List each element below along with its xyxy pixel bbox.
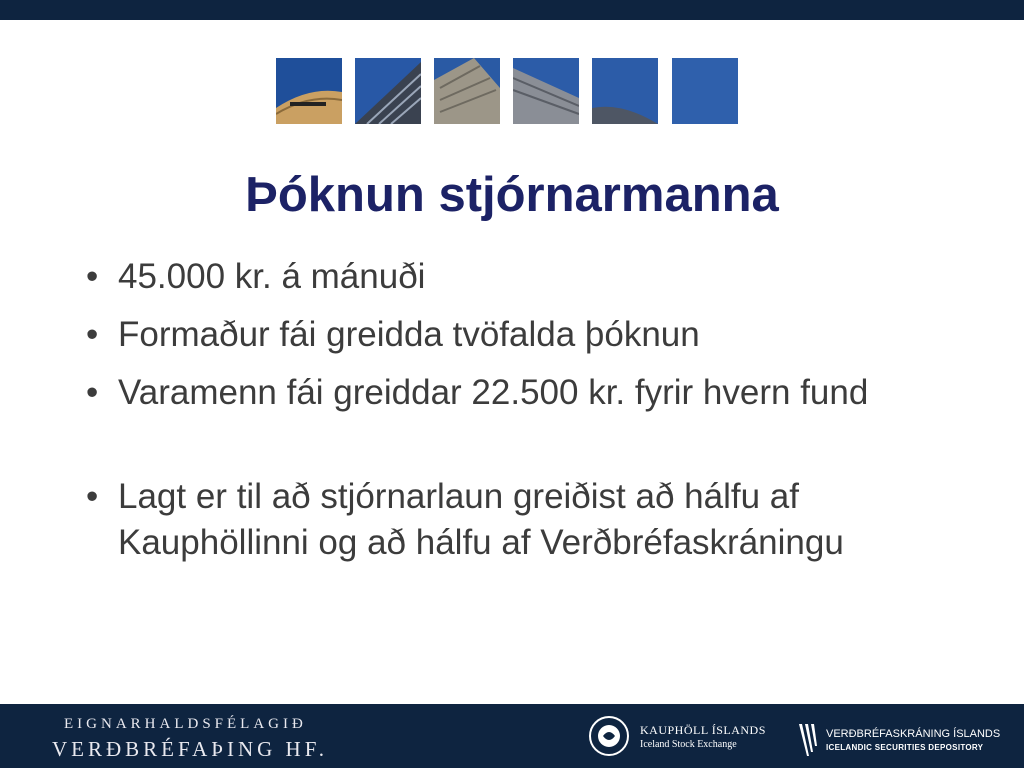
vi-logo-icon [797, 722, 821, 758]
bullet-item: • Varamenn fái greiddar 22.500 kr. fyrir hvern fund [86, 370, 966, 416]
bullet-item: • Formaður fái greidda tvöfalda þóknun [86, 312, 966, 358]
photo-tile-6 [672, 58, 738, 124]
header-photo-strip [276, 58, 738, 124]
photo-tile-2 [355, 58, 421, 124]
footer-band [0, 704, 1024, 768]
bullet-list [86, 254, 966, 578]
brand-line-1: EIGNARHALDSFÉLAGIÐ [64, 716, 307, 732]
kaupholl-subtitle: Iceland Stock Exchange [640, 739, 737, 750]
kaupholl-name: KAUPHÖLL ÍSLANDS [640, 723, 766, 737]
photo-tile-1 [276, 58, 342, 124]
slide-title: Þóknun stjórnarmanna [245, 168, 779, 222]
top-bar [0, 0, 1024, 20]
bullet-item: • Lagt er til að stjórnarlaun greiðist að hálfu af Kauphöllinni og að hálfu af Verðbréfaskráningu [86, 474, 966, 566]
photo-tile-5 [592, 58, 658, 124]
brand-line-2: VERÐBRÉFAÞING HF. [52, 737, 328, 761]
kaupholl-logo-icon [588, 715, 630, 757]
vi-subtitle: ICELANDIC SECURITIES DEPOSITORY [826, 743, 984, 752]
photo-tile-4 [513, 58, 579, 124]
photo-tile-3 [434, 58, 500, 124]
vi-name: VERÐBRÉFASKRÁNING ÍSLANDS [826, 728, 1001, 740]
bullet-item: • 45.000 kr. á mánuði [86, 254, 966, 300]
